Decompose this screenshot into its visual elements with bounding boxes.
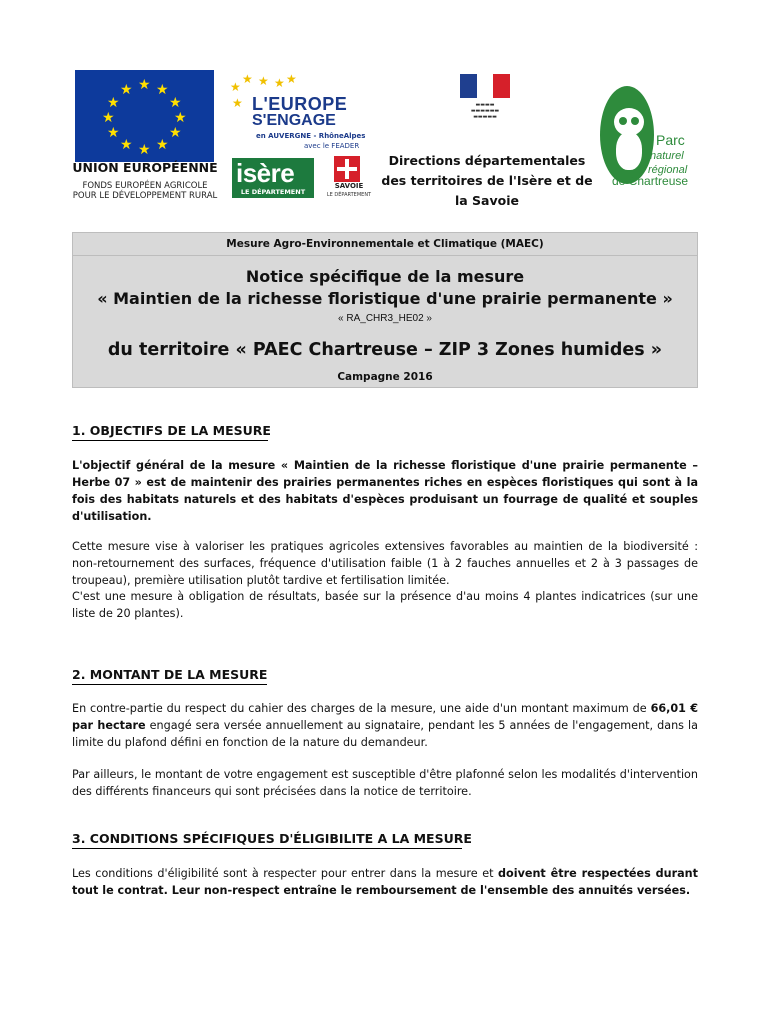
parc-line: de Chartreuse xyxy=(612,174,689,188)
savoie-word: SAVOIE xyxy=(334,182,364,190)
star-icon: ★ xyxy=(120,82,133,98)
divider xyxy=(73,255,697,256)
parc-chartreuse-logo xyxy=(598,82,690,192)
parc-line: Parc xyxy=(656,132,685,148)
amount-paragraph xyxy=(72,700,698,751)
section-1-title: 1. OBJECTIFS DE LA MESURE xyxy=(72,423,271,438)
star-icon: ★ xyxy=(120,137,133,153)
directions-line: des territoires de l'Isère et de xyxy=(381,173,593,188)
eligibility-bold-text: doivent être respectées durant tout le contrat. Leur non-respect entraîne le remboursement de l'ensemble des annuités versées. xyxy=(72,867,698,897)
star-icon: ★ xyxy=(230,80,241,94)
isere-word: isère xyxy=(236,158,295,188)
eligibility-text: Les conditions d'éligibilité sont à respecter pour entrer dans la mesure et xyxy=(72,867,494,880)
star-icon: ★ xyxy=(138,77,151,93)
owl-icon xyxy=(600,86,654,184)
directions-line: Directions départementales xyxy=(388,153,586,168)
ceiling-paragraph: Par ailleurs, le montant de votre engagement est susceptible d'être plafonné selon les modalités d'intervention des différents financeurs qui sont précisées dans la notice de territoire. xyxy=(72,768,698,798)
divider xyxy=(72,848,462,849)
divider xyxy=(72,440,268,441)
star-icon: ★ xyxy=(107,125,120,141)
star-icon: ★ xyxy=(232,96,243,110)
star-icon: ★ xyxy=(169,125,182,141)
isere-dep: LE DÉPARTEMENT xyxy=(232,188,314,198)
savoie-logo xyxy=(320,156,378,200)
notice-subtitle: « Maintien de la richesse floristique d'une prairie permanente » xyxy=(97,289,673,308)
star-icon: ★ xyxy=(169,95,182,111)
europe-feader: avec le FEADER xyxy=(304,142,360,150)
star-icon: ★ xyxy=(156,137,169,153)
eu-title: UNION EUROPÉENNE xyxy=(72,160,218,175)
europe-sengage-logo xyxy=(226,72,366,152)
directions-text xyxy=(378,151,596,211)
section-3-title: 3. CONDITIONS SPÉCIFIQUES D'ÉLIGIBILITE A LA MESURE xyxy=(72,831,472,846)
divider xyxy=(72,684,267,685)
measure-code: « RA_CHR3_HE02 » xyxy=(338,313,432,324)
star-icon: ★ xyxy=(107,95,120,111)
eligibility-paragraph xyxy=(72,865,698,899)
europe-word: L'EUROPE xyxy=(252,94,348,114)
star-icon: ★ xyxy=(174,110,187,126)
savoie-cross-icon xyxy=(334,156,360,182)
maec-label: Mesure Agro-Environnementale et Climatique (MAEC) xyxy=(226,238,544,250)
eu-flag-logo xyxy=(75,70,214,162)
isere-logo xyxy=(232,158,314,198)
star-icon: ★ xyxy=(102,110,115,126)
parc-line: régional xyxy=(648,164,688,176)
amount-text: engagé sera versée annuellement au signataire, pendant les 5 années de l'engagement, dans la limite du plafond défini en fonction de la nature du demandeur. xyxy=(72,719,698,749)
amount-text: En contre-partie du respect du cahier des charges de la mesure, une aide d'un montant maximum de xyxy=(72,702,647,715)
star-icon: ★ xyxy=(156,82,169,98)
star-icon: ★ xyxy=(138,142,151,158)
eu-subtitle-line: FONDS EUROPÉEN AGRICOLE xyxy=(82,181,208,191)
obligation-paragraph: C'est une mesure à obligation de résultats, basée sur la présence d'au moins 4 plantes indicatrices (sur une liste de 20 plantes). xyxy=(72,590,698,620)
eu-subtitle-line: POUR LE DÉVELOPPEMENT RURAL xyxy=(72,191,218,201)
europe-region: en AUVERGNE - RhôneAlpes xyxy=(256,132,366,140)
engage-word: S'ENGAGE xyxy=(252,112,336,129)
republique-francaise-logo: ▬▬▬▬ ▬▬▬▬▬▬ ▬▬▬▬▬ xyxy=(456,72,514,142)
notice-title: Notice spécifique de la mesure xyxy=(245,267,525,286)
description-paragraph: Cette mesure vise à valoriser les pratiques agricoles extensives favorables au maintien de la biodiversité : non-retournement des surfaces, fréquence d'utilisation faible (1 à 2 fauches annuelles et 2 à 3 passages de troupeau), première utilisation plutôt tardive et fertilisation limitée. xyxy=(72,540,698,587)
eu-subtitle xyxy=(70,181,220,201)
title-box xyxy=(72,232,698,388)
objective-paragraph: L'objectif général de la mesure « Maintien de la richesse floristique d'une prairie permanente – Herbe 07 » est de maintenir des prairies permanentes riches en espèces floristiques qui sont à la fois des habitats naturels et des habitats d'espèces produisant un fourrage de qualité et souples d'utilisation. xyxy=(72,459,698,523)
amount-value: 66,01 € par hectare xyxy=(72,702,698,732)
french-flag-icon xyxy=(460,74,510,98)
star-icon: ★ xyxy=(286,72,297,86)
savoie-dep: LE DÉPARTEMENT xyxy=(326,192,372,198)
parc-line: naturel xyxy=(650,150,684,162)
territory-title: du territoire « PAEC Chartreuse – ZIP 3 Zones humides » xyxy=(107,340,663,360)
star-icon: ★ xyxy=(258,74,269,88)
campaign-label: Campagne 2016 xyxy=(337,371,433,383)
star-icon: ★ xyxy=(274,76,285,90)
section-2-title: 2. MONTANT DE LA MESURE xyxy=(72,667,268,682)
star-icon: ★ xyxy=(242,72,253,86)
directions-line: la Savoie xyxy=(454,193,519,208)
